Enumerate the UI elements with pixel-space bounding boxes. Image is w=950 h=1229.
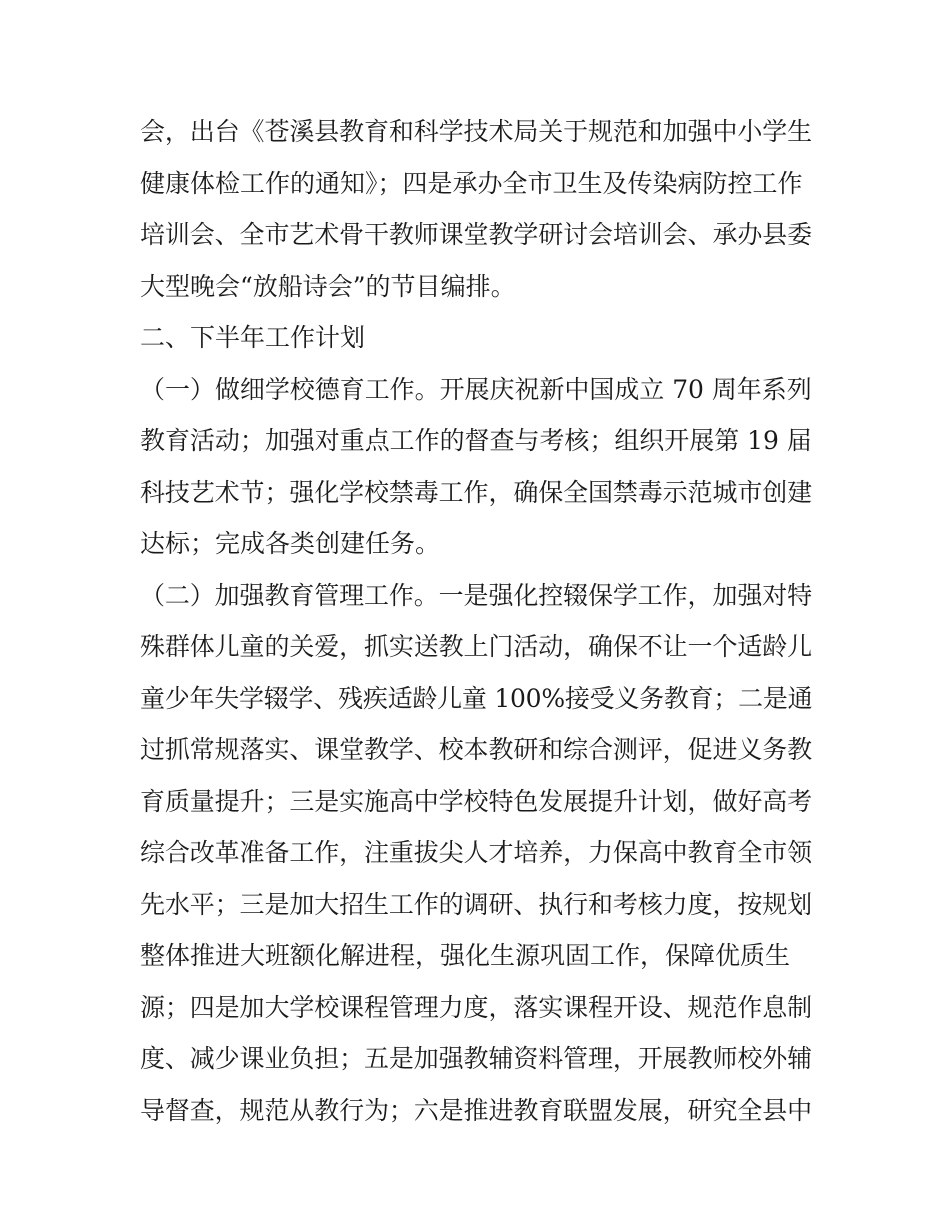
text-line: 导督查，规范从教行为；六是推进教育联盟发展，研究全县中	[140, 1095, 813, 1125]
text-line: 健康体检工作的通知》；四是承办全市卫生及传染病防控工作	[140, 168, 803, 198]
text-line: 综合改革准备工作，注重拔尖人才培养，力保高中教育全市领	[140, 838, 813, 867]
text-line: 童少年失学辍学、残疾适龄儿童 100%接受义务教育；二是通	[140, 683, 813, 713]
text-line: 先水平；三是加大招生工作的调研、执行和考核力度，按规划	[140, 889, 813, 919]
text-line: 整体推进大班额化解进程，强化生源巩固工作，保障优质生	[140, 941, 791, 970]
text-line: 科技艺术节；强化学校禁毒工作，确保全国禁毒示范城市创建	[140, 477, 813, 507]
text-line: 达标；完成各类创建任务。	[140, 529, 441, 558]
text-line: （二）加强教育管理工作。一是强化控辍保学工作，加强对特	[140, 580, 813, 610]
section-heading: 二、下半年工作计划	[140, 323, 366, 352]
text-line: 大型晚会“放船诗会”的节目编排。	[140, 271, 516, 301]
text-line: 殊群体儿童的关爱，抓实送教上门活动，确保不让一个适龄儿	[140, 632, 813, 661]
text-line: 培训会、全市艺术骨干教师课堂教学研讨会培训会、承办县委	[140, 220, 813, 249]
text-line: 教育活动；加强对重点工作的督查与考核；组织开展第 19 届	[140, 426, 812, 455]
text-line: 会，出台《苍溪县教育和科学技术局关于规范和加强中小学生	[140, 117, 813, 146]
text-line: 源；四是加大学校课程管理力度，落实课程开设、规范作息制	[140, 992, 813, 1022]
document-body	[140, 106, 812, 1136]
text-line: 育质量提升；三是实施高中学校特色发展提升计划，做好高考	[140, 786, 813, 816]
text-line: 度、减少课业负担；五是加强教辅资料管理，开展教师校外辅	[140, 1044, 813, 1073]
text-line: 过抓常规落实、课堂教学、校本教研和综合测评，促进义务教	[140, 735, 813, 764]
text-line: （一）做细学校德育工作。开展庆祝新中国成立 70 周年系列	[140, 374, 812, 404]
